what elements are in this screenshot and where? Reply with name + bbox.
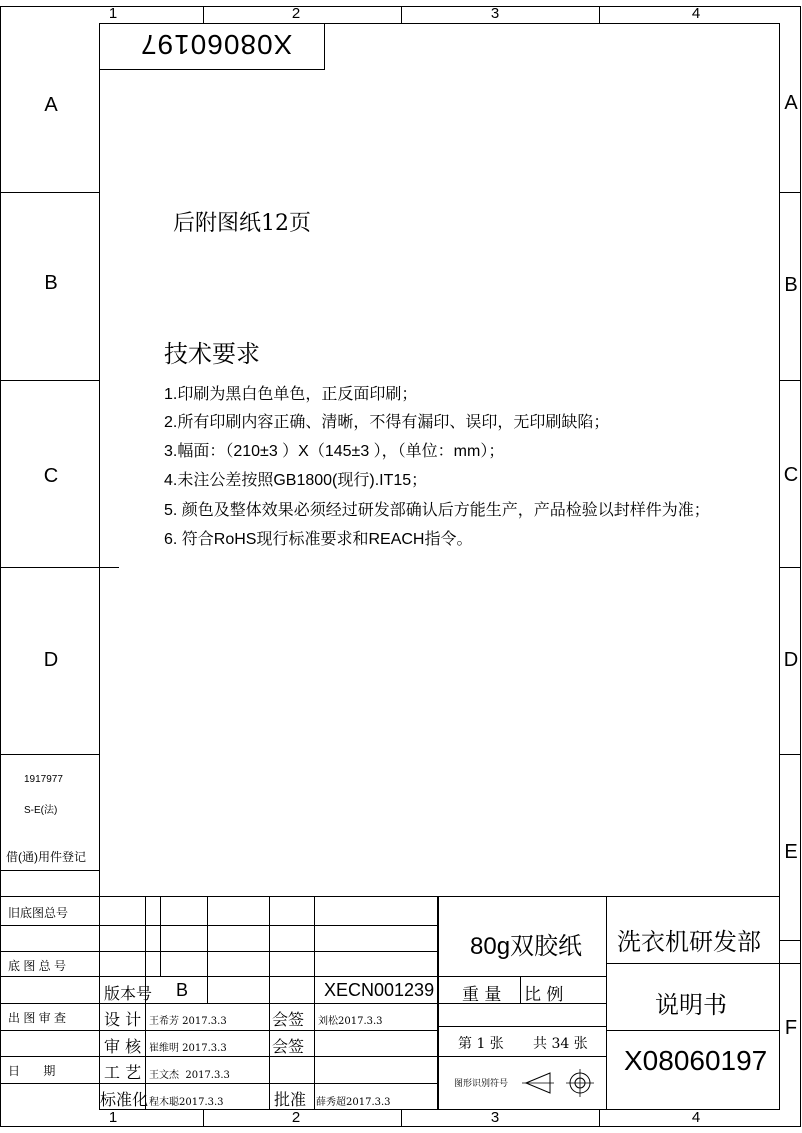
side-line: [0, 870, 99, 871]
tb-line: [438, 1026, 606, 1027]
material: 80g双胶纸: [470, 933, 583, 960]
zone-col-2-top: 2: [291, 5, 301, 22]
zone-sep: [780, 192, 801, 193]
approve-person: 薛秀超2017.3.3: [316, 1097, 391, 1108]
weight-label: 重 量: [462, 985, 502, 1005]
tech-req-item-2: 2.所有印刷内容正确、清晰，不得有漏印、误印，无印刷缺陷；: [164, 414, 610, 431]
side-line: [0, 976, 99, 977]
zone-sep: [0, 754, 99, 755]
zone-row-d-right: D: [783, 649, 799, 671]
zone-sep: [203, 6, 204, 23]
review-person: 崔维明 2017.3.3: [149, 1043, 227, 1054]
tb-col: [207, 896, 208, 1003]
projection-symbol-icon: [522, 1068, 600, 1098]
process-label: 工 艺: [104, 1063, 142, 1082]
zone-sep: [780, 754, 801, 755]
tb-col: [160, 896, 161, 976]
review-label: 审 核: [104, 1037, 142, 1056]
side-base-total: 底 图 总 号: [8, 959, 67, 973]
zone-sep: [401, 1110, 402, 1127]
zone-col-1-bottom: 1: [108, 1109, 118, 1126]
zone-row-b-left: B: [44, 272, 58, 294]
zone-sep: [0, 567, 119, 568]
version-label: 版本号: [104, 986, 153, 1003]
design-label: 设 计: [104, 1010, 142, 1029]
tech-req-title: 技术要求: [164, 340, 260, 368]
tech-req-item-4: 4.未注公差按照GB1800(现行).IT15；: [164, 472, 428, 489]
zone-col-3-bottom: 3: [490, 1109, 500, 1126]
tech-req-item-3: 3.幅面：（210±3 ）X（145±3 ），（单位：mm）；: [164, 443, 505, 460]
standard-label: 标准化: [100, 1090, 149, 1109]
zone-col-1-top: 1: [108, 5, 118, 22]
side-registration: 借(通)用件登记: [6, 850, 86, 864]
side-line: [0, 1030, 99, 1031]
tb-col: [520, 976, 521, 1003]
zone-row-f-right: F: [784, 1017, 798, 1039]
tb-col-bold: [437, 896, 439, 1110]
sheet-number: 第 1 张: [458, 1036, 504, 1052]
mirrored-doc-number: X08060197: [140, 29, 293, 60]
side-line: [0, 896, 99, 897]
zone-sep: [780, 940, 801, 941]
side-line: [0, 1083, 99, 1084]
side-date: 日 期: [8, 1064, 56, 1078]
zone-sep: [0, 380, 99, 381]
doc-title: 说明书: [655, 991, 727, 1019]
tb-line: [438, 1056, 606, 1057]
zone-col-3-top: 3: [490, 5, 500, 22]
version-value: B: [176, 980, 189, 1000]
zone-sep: [780, 380, 801, 381]
side-line: [0, 925, 99, 926]
countersign-label-2: 会签: [272, 1037, 305, 1056]
side-code-2: S-E(法): [24, 805, 58, 816]
tb-col: [269, 896, 270, 1110]
side-line: [0, 1056, 99, 1057]
side-line: [0, 1003, 99, 1004]
scale-label: 比 例: [524, 985, 564, 1005]
countersign-person-1: 刘松2017.3.3: [318, 1016, 383, 1027]
tb-col: [606, 896, 607, 1110]
side-code-1: 1917977: [24, 774, 63, 785]
zone-row-e-right: E: [784, 841, 798, 863]
zone-col-2-bottom: 2: [291, 1109, 301, 1126]
tech-req-item-5: 5. 颜色及整体效果必须经过研发部确认后方能生产，产品检验以封样件为准；: [164, 502, 710, 519]
tb-line: [99, 976, 606, 977]
side-line: [0, 951, 99, 952]
process-person: 王文杰 2017.3.3: [149, 1070, 230, 1081]
approve-label: 批准: [274, 1090, 307, 1109]
tech-req-item-6: 6. 符合RoHS现行标准要求和REACH指令。: [164, 531, 473, 548]
zone-sep: [401, 6, 402, 23]
tb-col: [314, 896, 315, 1110]
standard-person: 程木聪2017.3.3: [149, 1097, 224, 1108]
department: 洗衣机研发部: [617, 928, 761, 956]
zone-row-b-right: B: [784, 274, 798, 296]
sheet-total: 共 34 张: [533, 1036, 588, 1052]
tb-top-line: [99, 896, 780, 897]
zone-sep: [599, 1110, 600, 1127]
zone-sep: [780, 567, 801, 568]
zone-col-4-top: 4: [691, 5, 701, 22]
doc-number: X08060197: [624, 1045, 768, 1076]
zone-row-c-left: C: [43, 465, 59, 487]
zone-row-c-right: C: [783, 464, 799, 486]
tb-line: [606, 963, 801, 964]
zone-row-a-left: A: [44, 94, 58, 116]
symbol-label: 图形识别符号: [454, 1079, 509, 1089]
countersign-label-1: 会签: [272, 1010, 305, 1029]
design-person: 王希芳 2017.3.3: [149, 1016, 227, 1027]
zone-row-a-right: A: [784, 92, 798, 114]
tech-req-item-1: 1.印刷为黑白色单色，正反面印刷；: [164, 386, 418, 403]
side-old-total: 旧底图总号: [8, 906, 69, 920]
ecn-number: XECN001239: [324, 980, 435, 1000]
zone-col-4-bottom: 4: [691, 1109, 701, 1126]
zone-row-d-left: D: [43, 649, 59, 671]
attached-pages-note: 后附图纸12页: [173, 211, 311, 236]
tb-line: [606, 1030, 780, 1031]
side-sign-check: 出 图 审 查: [8, 1011, 67, 1025]
zone-sep: [0, 192, 99, 193]
zone-sep: [203, 1110, 204, 1127]
zone-sep: [599, 6, 600, 23]
